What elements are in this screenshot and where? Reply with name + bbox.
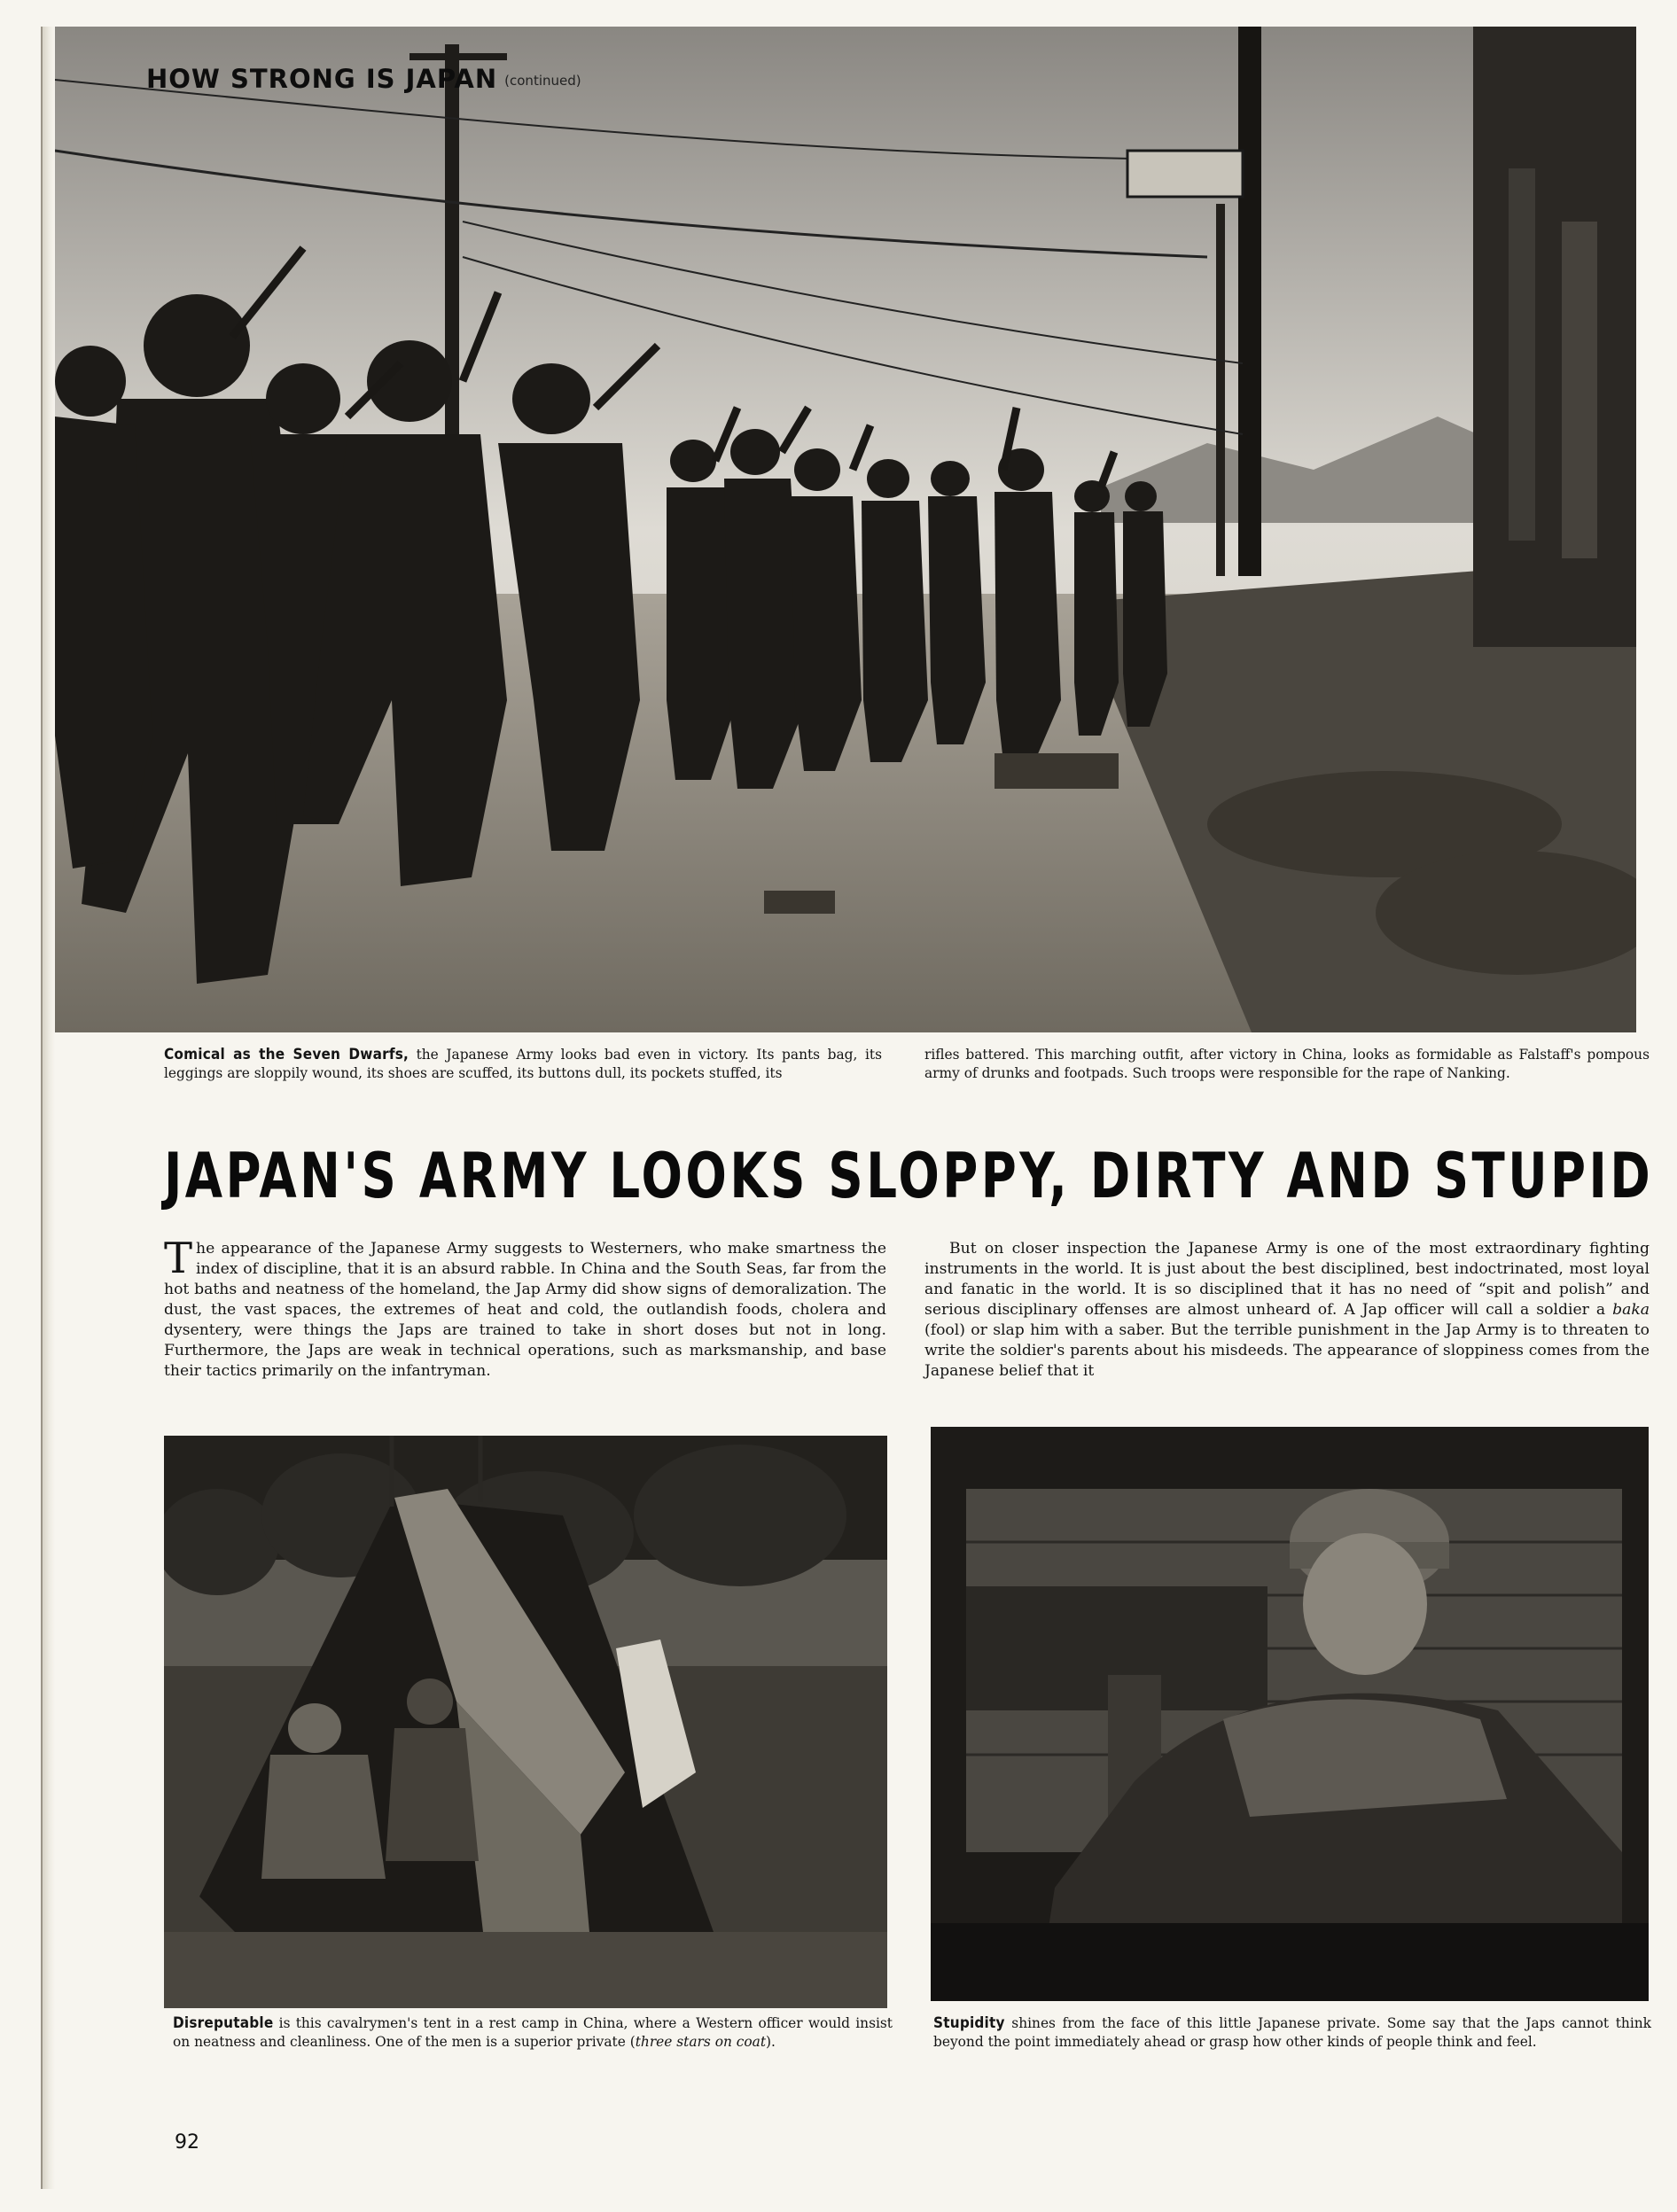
caption-lead: Comical as the Seven Dwarfs, — [164, 1046, 410, 1063]
article-text: But on closer inspection the Japanese Army is one of the most extraordinary fighting instruments in the world. It is just about the best disciplined, best indoctrinated, most loyal and fanatic in the world. It is so disciplined that it has no need of “spit and polish” and serious disciplinary offenses are almost unheard of. A Jap officer will call a soldier a — [924, 1240, 1650, 1319]
caption-text: rifles battered. This marching outfit, after victory in China, looks as formidable as Falstaff's pompous army of drunks and footpads. Such troops were responsible for the rape of Nanking. — [924, 1047, 1650, 1081]
caption-lead: Disreputable — [173, 2014, 274, 2032]
caption-text: is this cavalrymen's tent in a rest camp in China, where a Western officer would insist on neatness and cleanliness. One of the men is a superior private ( — [173, 2015, 893, 2050]
section-label — [146, 64, 581, 94]
section-label-text: HOW STRONG IS JAPAN — [146, 64, 498, 94]
page-binding-edge — [41, 27, 55, 2189]
article-text: he appearance of the Japanese Army suggests to Westerners, who make smartness the index of discipline, that it is an absurd rabble. In China and the South Seas, far from the hot baths and neatness of the homeland, the Jap Army did show signs of demoralization. The dust, the vast spaces, the extremes of heat and cold, the outlandish foods, cholera and dysentery, were things the Japs are trained to take in short doses but not in long. Furthermore, the Japs are weak in technical operations, such as marksmanship, and base their tactics primarily on the infantryman. — [164, 1240, 886, 1380]
caption-text: the Japanese Army looks bad even in victory. Its pants bag, its leggings are sloppily wound, its shoes are scuffed, its buttons dull, its pockets stuffed, its — [164, 1047, 882, 1081]
article-column-left — [164, 1234, 886, 1382]
caption-bottom-left — [173, 2014, 893, 2052]
cavalry-tent-photo — [164, 1436, 887, 2008]
caption-text-end: ). — [766, 2034, 776, 2050]
marching-soldiers-photo — [55, 27, 1636, 1032]
caption-top-left — [164, 1046, 882, 1083]
headline: JAPAN'S ARMY LOOKS SLOPPY, DIRTY AND STUPID — [164, 1140, 1654, 1212]
caption-italic: three stars on coat — [635, 2034, 767, 2050]
caption-top-right — [924, 1046, 1650, 1083]
caption-bottom-right — [933, 2014, 1651, 2052]
drop-cap: T — [164, 1234, 193, 1283]
caption-text: shines from the face of this little Japanese private. Some say that the Japs cannot think beyond the point immediately ahead or grasp how other kinds of people think and feel. — [933, 2015, 1651, 2050]
article-column-right — [924, 1239, 1650, 1382]
caption-lead: Stupidity — [933, 2014, 1005, 2032]
article-text: (fool) or slap him with a saber. But the terrible punishment in the Jap Army is to threaten to write the soldier's parents about his misdeeds. The appearance of sloppiness comes from the Japanese belief that it — [924, 1321, 1650, 1380]
japanese-private-photo — [931, 1427, 1649, 2001]
article-italic: baka — [1612, 1301, 1650, 1319]
page-number: 92 — [175, 2131, 199, 2154]
section-label-suffix: (continued) — [504, 73, 581, 89]
